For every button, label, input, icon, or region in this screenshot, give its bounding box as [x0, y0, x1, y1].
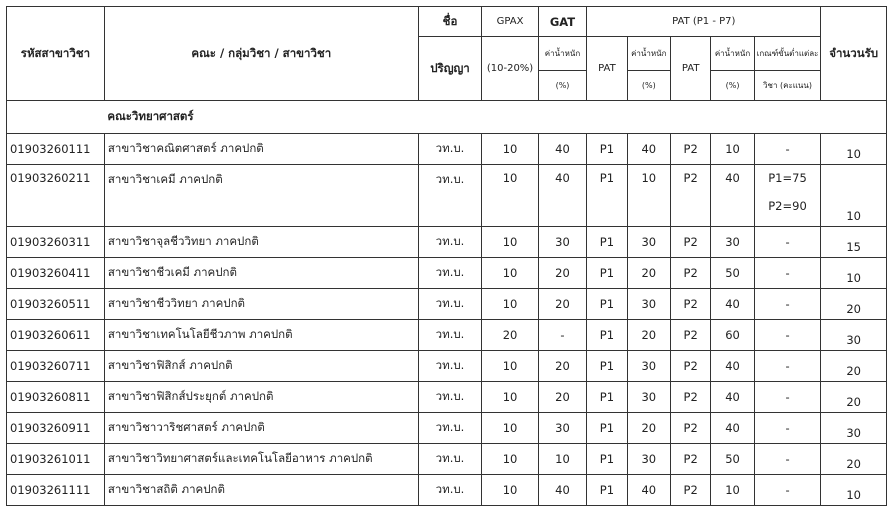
- row-min-criteria-p1: -: [785, 483, 790, 497]
- row-quota: 10: [821, 475, 887, 506]
- row-pat2: P2: [670, 351, 710, 382]
- header-degree-line2: ปริญญา: [418, 37, 482, 101]
- row-code: 01903260511: [7, 289, 105, 320]
- row-pat2-weight: 10: [711, 134, 754, 165]
- row-quota: 20: [821, 444, 887, 475]
- row-pat2-weight: 40: [711, 165, 754, 227]
- header-faculty: คณะ / กลุ่มวิชา / สาขาวิชา: [104, 7, 418, 101]
- row-pat1-weight: 30: [627, 444, 670, 475]
- row-quota: 20: [821, 351, 887, 382]
- row-pat1: P1: [587, 227, 627, 258]
- row-gat: 40: [538, 165, 586, 227]
- row-code: 01903260411: [7, 258, 105, 289]
- row-quota: 15: [821, 227, 887, 258]
- row-pat1-weight: 40: [627, 134, 670, 165]
- row-pat1: P1: [587, 382, 627, 413]
- row-pat1-weight: 30: [627, 289, 670, 320]
- row-pat2-weight: 40: [711, 382, 754, 413]
- row-pat2-weight: 10: [711, 475, 754, 506]
- row-gpax: 10: [482, 258, 539, 289]
- row-pat1-weight: 20: [627, 258, 670, 289]
- row-pat1: P1: [587, 444, 627, 475]
- row-degree: วท.บ.: [418, 382, 482, 413]
- row-degree: วท.บ.: [418, 165, 482, 227]
- row-min-criteria: [754, 413, 821, 444]
- row-gat: 20: [538, 258, 586, 289]
- row-min-criteria-p1: -: [785, 235, 790, 249]
- row-gpax: 10: [482, 289, 539, 320]
- row-min-criteria-p1: -: [785, 390, 790, 404]
- row-min-criteria: [754, 475, 821, 506]
- row-name: สาขาวิชาเทคโนโลยีชีวภาพ ภาคปกติ: [104, 320, 418, 351]
- row-pat1-weight: 30: [627, 382, 670, 413]
- row-degree: วท.บ.: [418, 289, 482, 320]
- header-pat1: PAT: [587, 37, 627, 101]
- row-gpax: 10: [482, 134, 539, 165]
- row-min-criteria-p1: -: [785, 359, 790, 373]
- row-name: สาขาวิชาชีวเคมี ภาคปกติ: [104, 258, 418, 289]
- row-name: สาขาวิชาคณิตศาสตร์ ภาคปกติ: [104, 134, 418, 165]
- row-pat1-weight: 20: [627, 413, 670, 444]
- row-gpax: 10: [482, 165, 539, 227]
- row-min-criteria: [754, 134, 821, 165]
- row-degree: วท.บ.: [418, 444, 482, 475]
- row-quota: 30: [821, 320, 887, 351]
- row-pat2-weight: 40: [711, 413, 754, 444]
- row-code: 01903260911: [7, 413, 105, 444]
- row-pat1-weight: 30: [627, 351, 670, 382]
- row-min-criteria: [754, 258, 821, 289]
- row-name: สาขาวิชาวาริชศาสตร์ ภาคปกติ: [104, 413, 418, 444]
- header-code: รหัสสาขาวิชา: [7, 7, 105, 101]
- row-degree: วท.บ.: [418, 258, 482, 289]
- table-row: [7, 475, 887, 506]
- row-min-criteria: [754, 351, 821, 382]
- row-pat2-weight: 30: [711, 227, 754, 258]
- row-pat2: P2: [670, 227, 710, 258]
- section-title: คณะวิทยาศาสตร์: [104, 101, 886, 134]
- header-pat2-weight: ค่าน้ำหนัก: [711, 37, 754, 71]
- row-gat: 30: [538, 227, 586, 258]
- row-pat1-weight: 20: [627, 320, 670, 351]
- row-code: 01903260211: [7, 165, 105, 227]
- row-gpax: 10: [482, 351, 539, 382]
- row-degree: วท.บ.: [418, 320, 482, 351]
- row-pat2-weight: 50: [711, 444, 754, 475]
- table-row: [7, 289, 887, 320]
- row-gat: 10: [538, 444, 586, 475]
- row-pat1: P1: [587, 258, 627, 289]
- row-gat: 20: [538, 351, 586, 382]
- row-gpax: 10: [482, 413, 539, 444]
- row-degree: วท.บ.: [418, 227, 482, 258]
- row-pat1: P1: [587, 351, 627, 382]
- row-quota: 10: [821, 134, 887, 165]
- row-pat2-weight: 40: [711, 289, 754, 320]
- row-code: 01903260711: [7, 351, 105, 382]
- table-row: [7, 227, 887, 258]
- table-row: [7, 444, 887, 475]
- row-gat: 30: [538, 413, 586, 444]
- row-min-criteria: [754, 320, 821, 351]
- row-pat1: P1: [587, 475, 627, 506]
- row-gpax: 10: [482, 475, 539, 506]
- table-row: [7, 413, 887, 444]
- row-min-criteria: [754, 289, 821, 320]
- row-gat: -: [538, 320, 586, 351]
- row-min-criteria-p1: -: [785, 328, 790, 342]
- header-gat-percent: (%): [538, 71, 586, 101]
- header-gpax-range: (10-20%): [482, 37, 539, 101]
- row-pat2: P2: [670, 289, 710, 320]
- header-criteria-line1: เกณฑ์ขั้นต่ำแต่ละ: [754, 37, 821, 71]
- row-pat1-weight: 40: [627, 475, 670, 506]
- table-row: [7, 165, 887, 227]
- row-gpax: 10: [482, 227, 539, 258]
- table-body: [7, 134, 887, 506]
- header-pat2-percent: (%): [711, 71, 754, 101]
- row-min-criteria-p1: -: [785, 142, 790, 156]
- row-gpax: 10: [482, 444, 539, 475]
- row-pat1: P1: [587, 165, 627, 227]
- table-row: [7, 320, 887, 351]
- row-name: สาขาวิชาชีววิทยา ภาคปกติ: [104, 289, 418, 320]
- row-code: 01903261111: [7, 475, 105, 506]
- row-min-criteria: [754, 382, 821, 413]
- admission-table: [6, 6, 887, 506]
- row-pat2: P2: [670, 165, 710, 227]
- row-min-criteria: [754, 227, 821, 258]
- row-pat2-weight: 40: [711, 351, 754, 382]
- row-name: สาขาวิชาฟิสิกส์ ภาคปกติ: [104, 351, 418, 382]
- row-min-criteria-p1: -: [785, 297, 790, 311]
- row-code: 01903260311: [7, 227, 105, 258]
- header-gpax: GPAX: [482, 7, 539, 37]
- row-pat1-weight: 10: [627, 165, 670, 227]
- row-pat1-weight: 30: [627, 227, 670, 258]
- row-pat2: P2: [670, 258, 710, 289]
- row-name: สาขาวิชาฟิสิกส์ประยุกต์ ภาคปกติ: [104, 382, 418, 413]
- row-pat2: P2: [670, 444, 710, 475]
- row-quota: 20: [821, 289, 887, 320]
- row-gpax: 10: [482, 382, 539, 413]
- row-name: สาขาวิชาจุลชีววิทยา ภาคปกติ: [104, 227, 418, 258]
- row-gat: 40: [538, 475, 586, 506]
- row-code: 01903260811: [7, 382, 105, 413]
- header-criteria-line2: วิชา (คะแนน): [754, 71, 821, 101]
- section-blank: [7, 101, 105, 134]
- row-degree: วท.บ.: [418, 475, 482, 506]
- row-code: 01903260111: [7, 134, 105, 165]
- row-quota: 30: [821, 413, 887, 444]
- row-name: สาขาวิชาวิทยาศาสตร์และเทคโนโลยีอาหาร ภาคปกติ: [104, 444, 418, 475]
- table-row: [7, 258, 887, 289]
- row-min-criteria: [754, 444, 821, 475]
- row-pat1: P1: [587, 413, 627, 444]
- row-pat1: P1: [587, 320, 627, 351]
- row-min-criteria-p1: -: [785, 452, 790, 466]
- table-row: [7, 134, 887, 165]
- row-pat1: P1: [587, 134, 627, 165]
- header-pat1-weight: ค่าน้ำหนัก: [627, 37, 670, 71]
- header-pat-group: PAT (P1 - P7): [587, 7, 821, 37]
- row-pat2-weight: 60: [711, 320, 754, 351]
- row-name: สาขาวิชาเคมี ภาคปกติ: [104, 165, 418, 227]
- row-gpax: 20: [482, 320, 539, 351]
- header-pat2: PAT: [670, 37, 710, 101]
- row-min-criteria-p2: P2=90: [768, 199, 807, 213]
- row-name: สาขาวิชาสถิติ ภาคปกติ: [104, 475, 418, 506]
- table-row: [7, 382, 887, 413]
- row-quota: 20: [821, 382, 887, 413]
- header-gat-weight: ค่าน้ำหนัก: [538, 37, 586, 71]
- header-quota: จำนวนรับ: [821, 7, 887, 101]
- row-gat: 40: [538, 134, 586, 165]
- header-pat1-percent: (%): [627, 71, 670, 101]
- row-pat2: P2: [670, 320, 710, 351]
- row-degree: วท.บ.: [418, 351, 482, 382]
- row-min-criteria-p1: -: [785, 266, 790, 280]
- header-degree-line1: ชื่อ: [418, 7, 482, 37]
- row-pat2: P2: [670, 382, 710, 413]
- row-pat2: P2: [670, 475, 710, 506]
- row-quota: 10: [821, 165, 887, 227]
- row-min-criteria: [754, 165, 821, 227]
- table-row: [7, 351, 887, 382]
- row-pat2: P2: [670, 134, 710, 165]
- row-code: 01903260611: [7, 320, 105, 351]
- row-min-criteria-p1: P1=75: [768, 171, 807, 185]
- row-gat: 20: [538, 382, 586, 413]
- row-degree: วท.บ.: [418, 134, 482, 165]
- header-gat: GAT: [538, 7, 586, 37]
- row-gat: 20: [538, 289, 586, 320]
- row-code: 01903261011: [7, 444, 105, 475]
- row-degree: วท.บ.: [418, 413, 482, 444]
- row-quota: 10: [821, 258, 887, 289]
- row-min-criteria-p1: -: [785, 421, 790, 435]
- row-pat2-weight: 50: [711, 258, 754, 289]
- row-pat1: P1: [587, 289, 627, 320]
- row-pat2: P2: [670, 413, 710, 444]
